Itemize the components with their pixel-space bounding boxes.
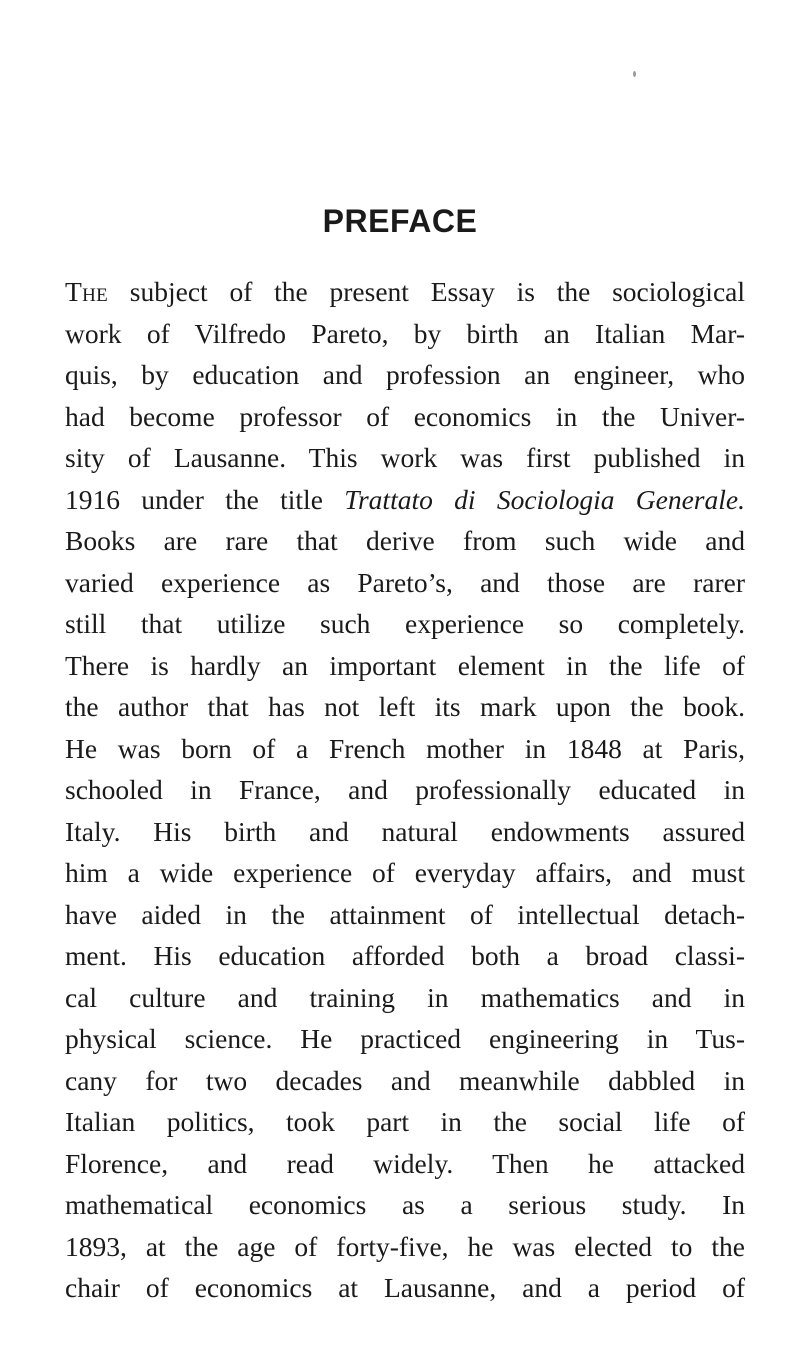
text-line-22: Florence, and read widely. Then he attacked xyxy=(65,1147,745,1179)
text-line-25: chair of economics at Lausanne, and a period of xyxy=(65,1272,745,1303)
opening-word: The xyxy=(65,276,109,307)
page-speck xyxy=(633,71,636,77)
text-line-15: him a wide experience of everyday affairs, and must xyxy=(65,857,745,888)
text-line-20: cany for two decades and meanwhile dabbled in xyxy=(65,1064,745,1096)
text-line-17: ment. His education afforded both a broad classi- xyxy=(65,940,745,971)
text-line-24: 1893, at the age of forty-five, he was elected to the xyxy=(65,1230,745,1262)
text-line-21: Italian politics, took part in the social life of xyxy=(65,1106,745,1137)
preface-body xyxy=(65,271,745,1309)
text-line-11: the author that has not left its mark upon the book. xyxy=(65,691,745,722)
line-6-start: 1916 under the title xyxy=(65,483,345,515)
text-line-18: cal culture and training in mathematics and in xyxy=(65,981,745,1013)
page-title: PREFACE xyxy=(322,203,478,239)
text-line-3: quis, by education and profession an engineer, who xyxy=(65,359,745,390)
text-line-1 xyxy=(65,271,745,313)
text-line-9: still that utilize such experience so completely. xyxy=(65,608,745,639)
text-line-7: Books are rare that derive from such wide and xyxy=(65,525,745,556)
text-line-19: physical science. He practiced engineering in Tus- xyxy=(65,1023,745,1054)
text-line-23: mathematical economics as a serious study. In xyxy=(65,1189,745,1220)
text-line-2: work of Vilfredo Pareto, by birth an Italian Mar- xyxy=(65,317,745,349)
text-line-16: have aided in the attainment of intellectual detach- xyxy=(65,898,745,930)
text-line-12: He was born of a French mother in 1848 at Paris, xyxy=(65,732,745,764)
text-line-14: Italy. His birth and natural endowments assured xyxy=(65,815,745,847)
text-line-5: sity of Lausanne. This work was first published in xyxy=(65,442,745,473)
text-line-6 xyxy=(65,479,745,521)
text-line-4: had become professor of economics in the Univer- xyxy=(65,400,745,432)
text-line-13: schooled in France, and professionally educated in xyxy=(65,774,745,805)
line-1-rest: subject of the present Essay is the sociological xyxy=(108,276,745,307)
italic-work-title: Trattato di Sociologia Generale. xyxy=(344,483,745,515)
text-line-10: There is hardly an important element in the life of xyxy=(65,649,745,681)
text-line-8: varied experience as Pareto’s, and those are rarer xyxy=(65,566,745,598)
